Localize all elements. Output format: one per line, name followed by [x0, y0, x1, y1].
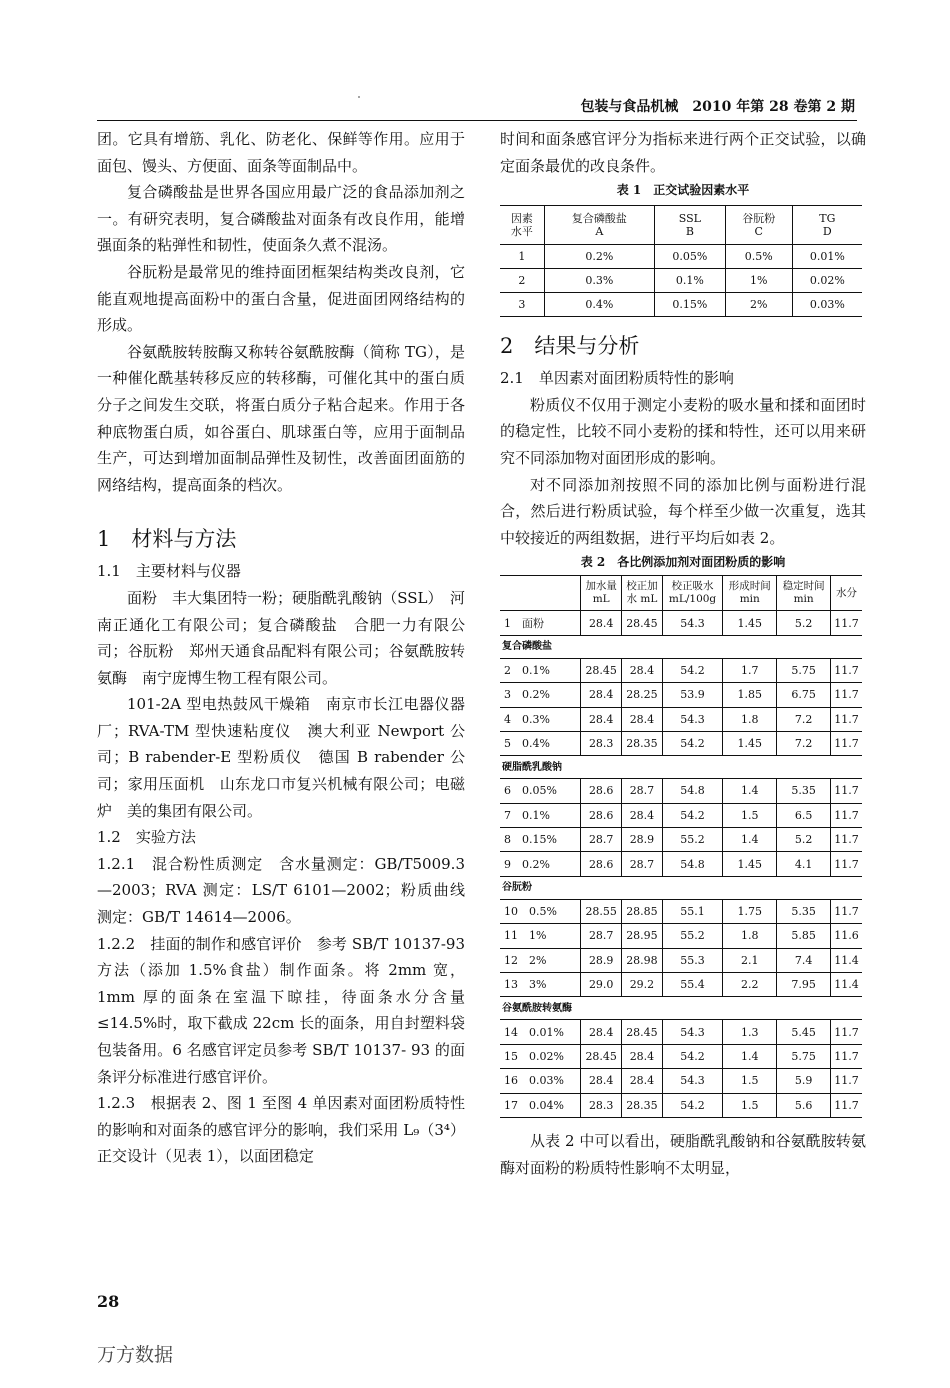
table2-header-cell	[777, 576, 831, 611]
table2-cell: 7.95	[777, 973, 831, 997]
table2-cell: 1.5	[723, 1093, 777, 1117]
table2-row-label: 15 0.02%	[500, 1044, 581, 1068]
paragraph: 时间和面条感官评分为指标来进行两个正交试验，以确定面条最优的改良条件。	[500, 130, 866, 175]
header-line: TG	[819, 212, 836, 226]
table2-cell: 54.8	[662, 852, 722, 876]
table2-cell: 11.7	[831, 1020, 862, 1044]
table2-cell: 11.6	[831, 924, 862, 948]
table2-cell: 55.3	[662, 948, 722, 972]
table2-group-row	[500, 997, 862, 1020]
table2-cell: 55.1	[662, 899, 722, 923]
table2-cell: 11.7	[831, 1069, 862, 1093]
table2-cell: 11.7	[831, 611, 862, 635]
table2-header-cell	[581, 576, 622, 611]
table2-cell: 1.4	[723, 779, 777, 803]
table2-row-label: 11 1%	[500, 924, 581, 948]
table1-header-cell	[655, 206, 726, 245]
table1-cell: 0.15%	[655, 293, 726, 317]
table2-row	[500, 683, 862, 707]
table2-row-label: 8 0.15%	[500, 828, 581, 852]
table2-cell: 4.1	[777, 852, 831, 876]
table2-cell: 28.45	[581, 1044, 622, 1068]
paragraph: 1.2.1 混合粉性质测定 含水量测定：GB/T5009.3—2003；RVA 测定：LS/T 6101—2002；粉质曲线测定：GB/T 14614—2006。	[97, 854, 465, 927]
table2-group-row	[500, 876, 862, 899]
table2-cell: 7.4	[777, 948, 831, 972]
table2-cell: 29.0	[581, 973, 622, 997]
table2-row	[500, 779, 862, 803]
table2-cell: 28.4	[581, 707, 622, 731]
table2-cell: 28.4	[581, 1020, 622, 1044]
table2-cell: 28.95	[622, 924, 663, 948]
table2-cell: 53.9	[662, 683, 722, 707]
table2-row	[500, 1093, 862, 1117]
table1-cell: 3	[500, 293, 544, 317]
table2-cell: 11.7	[831, 779, 862, 803]
table2-row-label: 16 0.03%	[500, 1069, 581, 1093]
table2-row	[500, 899, 862, 923]
header-line: 水 mL	[626, 593, 658, 606]
table2-cell: 54.3	[662, 1069, 722, 1093]
table2-row	[500, 658, 862, 682]
table2-group-label: 谷朊粉	[500, 876, 862, 899]
table1-row	[500, 245, 862, 269]
table2-cell: 29.2	[622, 973, 663, 997]
table2-row	[500, 1020, 862, 1044]
header-line: SSL	[678, 212, 701, 226]
table1-header-cell	[544, 206, 654, 245]
table2-cell: 7.2	[777, 707, 831, 731]
table1-row	[500, 269, 862, 293]
table2-cell: 28.4	[581, 1069, 622, 1093]
table2-cell: 1.4	[723, 828, 777, 852]
table2-cell: 1.8	[723, 707, 777, 731]
table1-caption: 表 1 正交试验因素水平	[616, 183, 750, 198]
table1-corner-bottom: 水平	[510, 225, 533, 239]
table2-cell: 11.4	[831, 973, 862, 997]
table2-cell: 54.2	[662, 1093, 722, 1117]
table2-cell: 11.4	[831, 948, 862, 972]
table2-header-cell	[662, 576, 722, 611]
table2-cell: 1.75	[723, 899, 777, 923]
table1-row	[500, 293, 862, 317]
page-number: 28	[97, 1292, 120, 1311]
paragraph: 1.2.3 根据表 2、图 1 至图 4 单因素对面团粉质特性的影响和对面条的感官评分的影响，我们采用 L₉（3⁴）正交设计（见表 1），以面团稳定	[97, 1094, 465, 1166]
table2-cell: 54.3	[662, 1020, 722, 1044]
table2-row-label: 13 3%	[500, 973, 581, 997]
table2-cell: 1.5	[723, 803, 777, 827]
table2-cell: 55.2	[662, 924, 722, 948]
paragraph: 从表 2 中可以看出，硬脂酰乳酸钠和谷氨酰胺转氨酶对面粉的粉质特性影响不太明显，	[500, 1131, 866, 1177]
table2-cell: 5.85	[777, 924, 831, 948]
paragraph: 谷朊粉是最常见的维持面团框架结构类改良剂，它能直观地提高面粉中的蛋白含量，促进面团网络结构的形成。	[97, 262, 465, 335]
table2-row-label: 10 0.5%	[500, 899, 581, 923]
table2-cell: 54.3	[662, 611, 722, 635]
table2-cell: 1.85	[723, 683, 777, 707]
header-line: D	[822, 225, 832, 239]
table1-cell: 0.03%	[792, 293, 862, 317]
table2-cell: 28.9	[581, 948, 622, 972]
table2-group-label: 谷氨酰胺转氨酶	[500, 997, 862, 1020]
table2-cell: 28.4	[581, 683, 622, 707]
table2-row-label: 12 2%	[500, 948, 581, 972]
table2-cell: 5.2	[777, 611, 831, 635]
table2-cell: 54.2	[662, 658, 722, 682]
table2-row-label: 9 0.2%	[500, 852, 581, 876]
section-heading: 1 材料与方法	[97, 527, 237, 552]
table2-row-label: 4 0.3%	[500, 707, 581, 731]
table2-cell: 28.55	[581, 899, 622, 923]
header-line: 稳定时间	[782, 580, 825, 593]
table2-caption: 表 2 各比例添加剂对面团粉质的影响	[580, 555, 786, 570]
table2-cell: 2.1	[723, 948, 777, 972]
paragraph: 谷氨酰胺转胺酶又称转谷氨酰胺酶（简称 TG），是一种催化酰基转移反应的转移酶，可催化其中的蛋白质分子之间发生交联，将蛋白质分子粘合起来。作用于各种底物蛋白质，如谷蛋白、肌球蛋白等，应用于面制品生产，可达到增加面制品弹性及韧性，改善面团面筋的网络结构，提高面条的档次。	[97, 342, 465, 494]
table2-cell: 28.6	[581, 803, 622, 827]
header-line: min	[739, 593, 760, 606]
table2-cell: 28.35	[622, 1093, 663, 1117]
table2-cell: 1.4	[723, 1044, 777, 1068]
table2-cell: 28.7	[581, 828, 622, 852]
table2-cell: 5.75	[777, 1044, 831, 1068]
header-line: 谷朊粉	[742, 212, 776, 226]
table2-row	[500, 1044, 862, 1068]
table2-row-label: 2 0.1%	[500, 658, 581, 682]
header-line: C	[754, 225, 763, 239]
table1-cell: 2%	[725, 293, 792, 317]
subsection-heading: 1.1 主要材料与仪器	[97, 562, 241, 581]
header-line: 复合磷酸盐	[571, 212, 627, 226]
subsection-heading: 2.1 单因素对面团粉质特性的影响	[500, 369, 734, 388]
table2-cell: 54.8	[662, 779, 722, 803]
table2-cell: 1.7	[723, 658, 777, 682]
table2-row-label: 3 0.2%	[500, 683, 581, 707]
table2-cell: 11.7	[831, 803, 862, 827]
table2-cell: 28.4	[622, 1044, 663, 1068]
watermark: 万方数据	[97, 1344, 174, 1366]
header-line: mL/100g	[668, 593, 717, 606]
table2-cell: 28.4	[581, 611, 622, 635]
table2-cell: 11.7	[831, 707, 862, 731]
table2-cell: 11.7	[831, 731, 862, 755]
table1-cell: 0.4%	[544, 293, 654, 317]
table2-cell: 28.85	[622, 899, 663, 923]
table1-cell: 0.02%	[792, 269, 862, 293]
paragraph: 1.2.2 挂面的制作和感官评价 参考 SB/T 10137-93 方法（添加 1.5%食盐）制作面条。将 2mm 宽，1mm 厚的面条在室温下晾挂，待面条水分含量≤14.5%时，取下截成 22cm 长的面条，用自封塑料袋包装备用。6 名感官评定员参考 SB/T 10137- 93 的面条评分标准进行感官评价。	[97, 934, 465, 1086]
right-column	[500, 126, 866, 1181]
table1-corner-top: 因素	[510, 212, 533, 226]
paragraph: 复合磷酸盐是世界各国应用最广泛的食品添加剂之一。有研究表明，复合磷酸盐对面条有改良作用，能增强面条的粘弹性和韧性，使面条久煮不混汤。	[97, 183, 465, 255]
table2-row	[500, 611, 862, 635]
table2-cell: 7.2	[777, 731, 831, 755]
table2-cell: 11.7	[831, 658, 862, 682]
table2-cell: 5.35	[777, 779, 831, 803]
table2-cell: 28.7	[581, 924, 622, 948]
paragraph: 101-2A 型电热鼓风干燥箱 南京市长江电器仪器厂；RVA-TM 型快速粘度仪 澳大利亚 Newport 公司；B rabender-E 型粉质仪 德国 B rabender 公司；家用压面机 山东龙口市复兴机械有限公司；电磁炉 美的集团有限公司。	[97, 695, 465, 820]
table2-cell: 28.3	[581, 731, 622, 755]
table2-cell: 11.7	[831, 899, 862, 923]
table2-row	[500, 828, 862, 852]
table2-cell: 28.98	[622, 948, 663, 972]
header-line: B	[685, 225, 694, 239]
table2-row-label: 7 0.1%	[500, 803, 581, 827]
table2-cell: 5.35	[777, 899, 831, 923]
table2-cell: 28.45	[622, 1020, 663, 1044]
table2-cell: 6.75	[777, 683, 831, 707]
table2-cell: 28.4	[622, 803, 663, 827]
table2-row	[500, 803, 862, 827]
header-line: min	[793, 593, 814, 606]
table2-header-row	[500, 576, 862, 611]
table1-cell: 0.5%	[725, 245, 792, 269]
table2-cell: 28.3	[581, 1093, 622, 1117]
table2-cell: 1.8	[723, 924, 777, 948]
table2-row	[500, 924, 862, 948]
table1-cell: 0.05%	[655, 245, 726, 269]
table2-cell: 28.4	[622, 658, 663, 682]
table2-cell: 28.45	[581, 658, 622, 682]
table2	[500, 575, 862, 1118]
table1-cell: 1%	[725, 269, 792, 293]
section-heading: 2 结果与分析	[500, 334, 640, 359]
header-rule	[97, 120, 857, 121]
table2-cell: 55.2	[662, 828, 722, 852]
table2-row-label: 1 面粉	[500, 611, 581, 635]
table2-group-row	[500, 756, 862, 779]
header-line: 形成时间	[728, 580, 771, 593]
paragraph: 面粉 丰大集团特一粉；硬脂酰乳酸钠（SSL） 河南正通化工有限公司；复合磷酸盐 合肥一力有限公司；谷朊粉 郑州天通食品配料有限公司；谷氨酰胺转氨酶 南宁庞博生物工程有限公司。	[97, 588, 465, 687]
table2-cell: 1.3	[723, 1020, 777, 1044]
table1-corner-cell	[500, 206, 544, 245]
table1-cell: 0.1%	[655, 269, 726, 293]
running-header: 包装与食品机械 2010 年第 28 卷第 2 期	[580, 99, 855, 115]
table2-cell: 28.25	[622, 683, 663, 707]
table2-cell: 28.6	[581, 779, 622, 803]
table2-group-label: 硬脂酰乳酸钠	[500, 756, 862, 779]
table2-header-cell	[622, 576, 663, 611]
header-line: 加水量	[585, 580, 617, 593]
table2-cell: 28.7	[622, 779, 663, 803]
table2-cell: 28.9	[622, 828, 663, 852]
table2-row-label: 14 0.01%	[500, 1020, 581, 1044]
table2-row	[500, 731, 862, 755]
table2-cell: 11.7	[831, 1044, 862, 1068]
table2-row	[500, 852, 862, 876]
table2-header-cell	[723, 576, 777, 611]
table2-cell: 6.5	[777, 803, 831, 827]
table2-cell: 11.7	[831, 852, 862, 876]
table2-row	[500, 973, 862, 997]
subsection-heading: 1.2 实验方法	[97, 828, 196, 847]
table2-cell: 28.45	[622, 611, 663, 635]
table1	[500, 205, 862, 317]
table2-cell: 28.7	[622, 852, 663, 876]
table2-row	[500, 1069, 862, 1093]
table2-row-label: 17 0.04%	[500, 1093, 581, 1117]
table2-cell: 1.45	[723, 731, 777, 755]
table2-row	[500, 948, 862, 972]
table2-cell: 1.45	[723, 852, 777, 876]
table2-cell: 28.4	[622, 707, 663, 731]
table2-cell: 5.6	[777, 1093, 831, 1117]
table2-cell: 5.45	[777, 1020, 831, 1044]
table2-corner-cell	[500, 576, 581, 611]
table2-cell: 2.2	[723, 973, 777, 997]
header-line: 水分	[836, 586, 858, 599]
table2-cell: 1.5	[723, 1069, 777, 1093]
table2-row	[500, 707, 862, 731]
header-line: 校正吸水	[671, 580, 714, 593]
table2-cell: 5.9	[777, 1069, 831, 1093]
table1-cell: 0.01%	[792, 245, 862, 269]
left-column	[97, 126, 465, 1170]
paragraph: 对不同添加剂按照不同的添加比例与面粉进行混合，然后进行粉质试验，每个样至少做一次重复，选其中较接近的两组数据，进行平均后如表 2。	[500, 475, 866, 547]
header-line: 校正加	[626, 580, 658, 593]
table1-cell: 0.3%	[544, 269, 654, 293]
header-line: mL	[592, 593, 610, 606]
table2-cell: 5.75	[777, 658, 831, 682]
header-line: A	[595, 225, 604, 239]
table2-cell: 28.35	[622, 731, 663, 755]
table2-cell: 11.7	[831, 1093, 862, 1117]
table1-header-cell	[792, 206, 862, 245]
table2-cell: 28.4	[622, 1069, 663, 1093]
table2-cell: 1.45	[723, 611, 777, 635]
table2-cell: 55.4	[662, 973, 722, 997]
table2-cell: 54.2	[662, 803, 722, 827]
table2-cell: 5.2	[777, 828, 831, 852]
table2-cell: 54.3	[662, 707, 722, 731]
table2-row-label: 5 0.4%	[500, 731, 581, 755]
table2-cell: 54.2	[662, 1044, 722, 1068]
table2-cell: 11.7	[831, 828, 862, 852]
table1-header-row	[500, 206, 862, 245]
table2-cell: 28.6	[581, 852, 622, 876]
table1-header-cell	[725, 206, 792, 245]
paragraph: 粉质仪不仅用于测定小麦粉的吸水量和揉和面团时的稳定性，比较不同小麦粉的揉和特性，还可以用来研究不同添加物对面团形成的影响。	[500, 395, 866, 467]
table2-group-row	[500, 635, 862, 658]
table1-cell: 2	[500, 269, 544, 293]
speck	[358, 96, 360, 98]
table2-row-label: 6 0.05%	[500, 779, 581, 803]
table1-cell: 0.2%	[544, 245, 654, 269]
table2-cell: 54.2	[662, 731, 722, 755]
table1-cell: 1	[500, 245, 544, 269]
paragraph: 团。它具有增筋、乳化、防老化、保鲜等作用。应用于面包、馒头、方便面、面条等面制品中。	[97, 130, 465, 175]
table2-cell: 11.7	[831, 683, 862, 707]
table2-header-cell	[831, 576, 862, 611]
table2-group-label: 复合磷酸盐	[500, 635, 862, 658]
